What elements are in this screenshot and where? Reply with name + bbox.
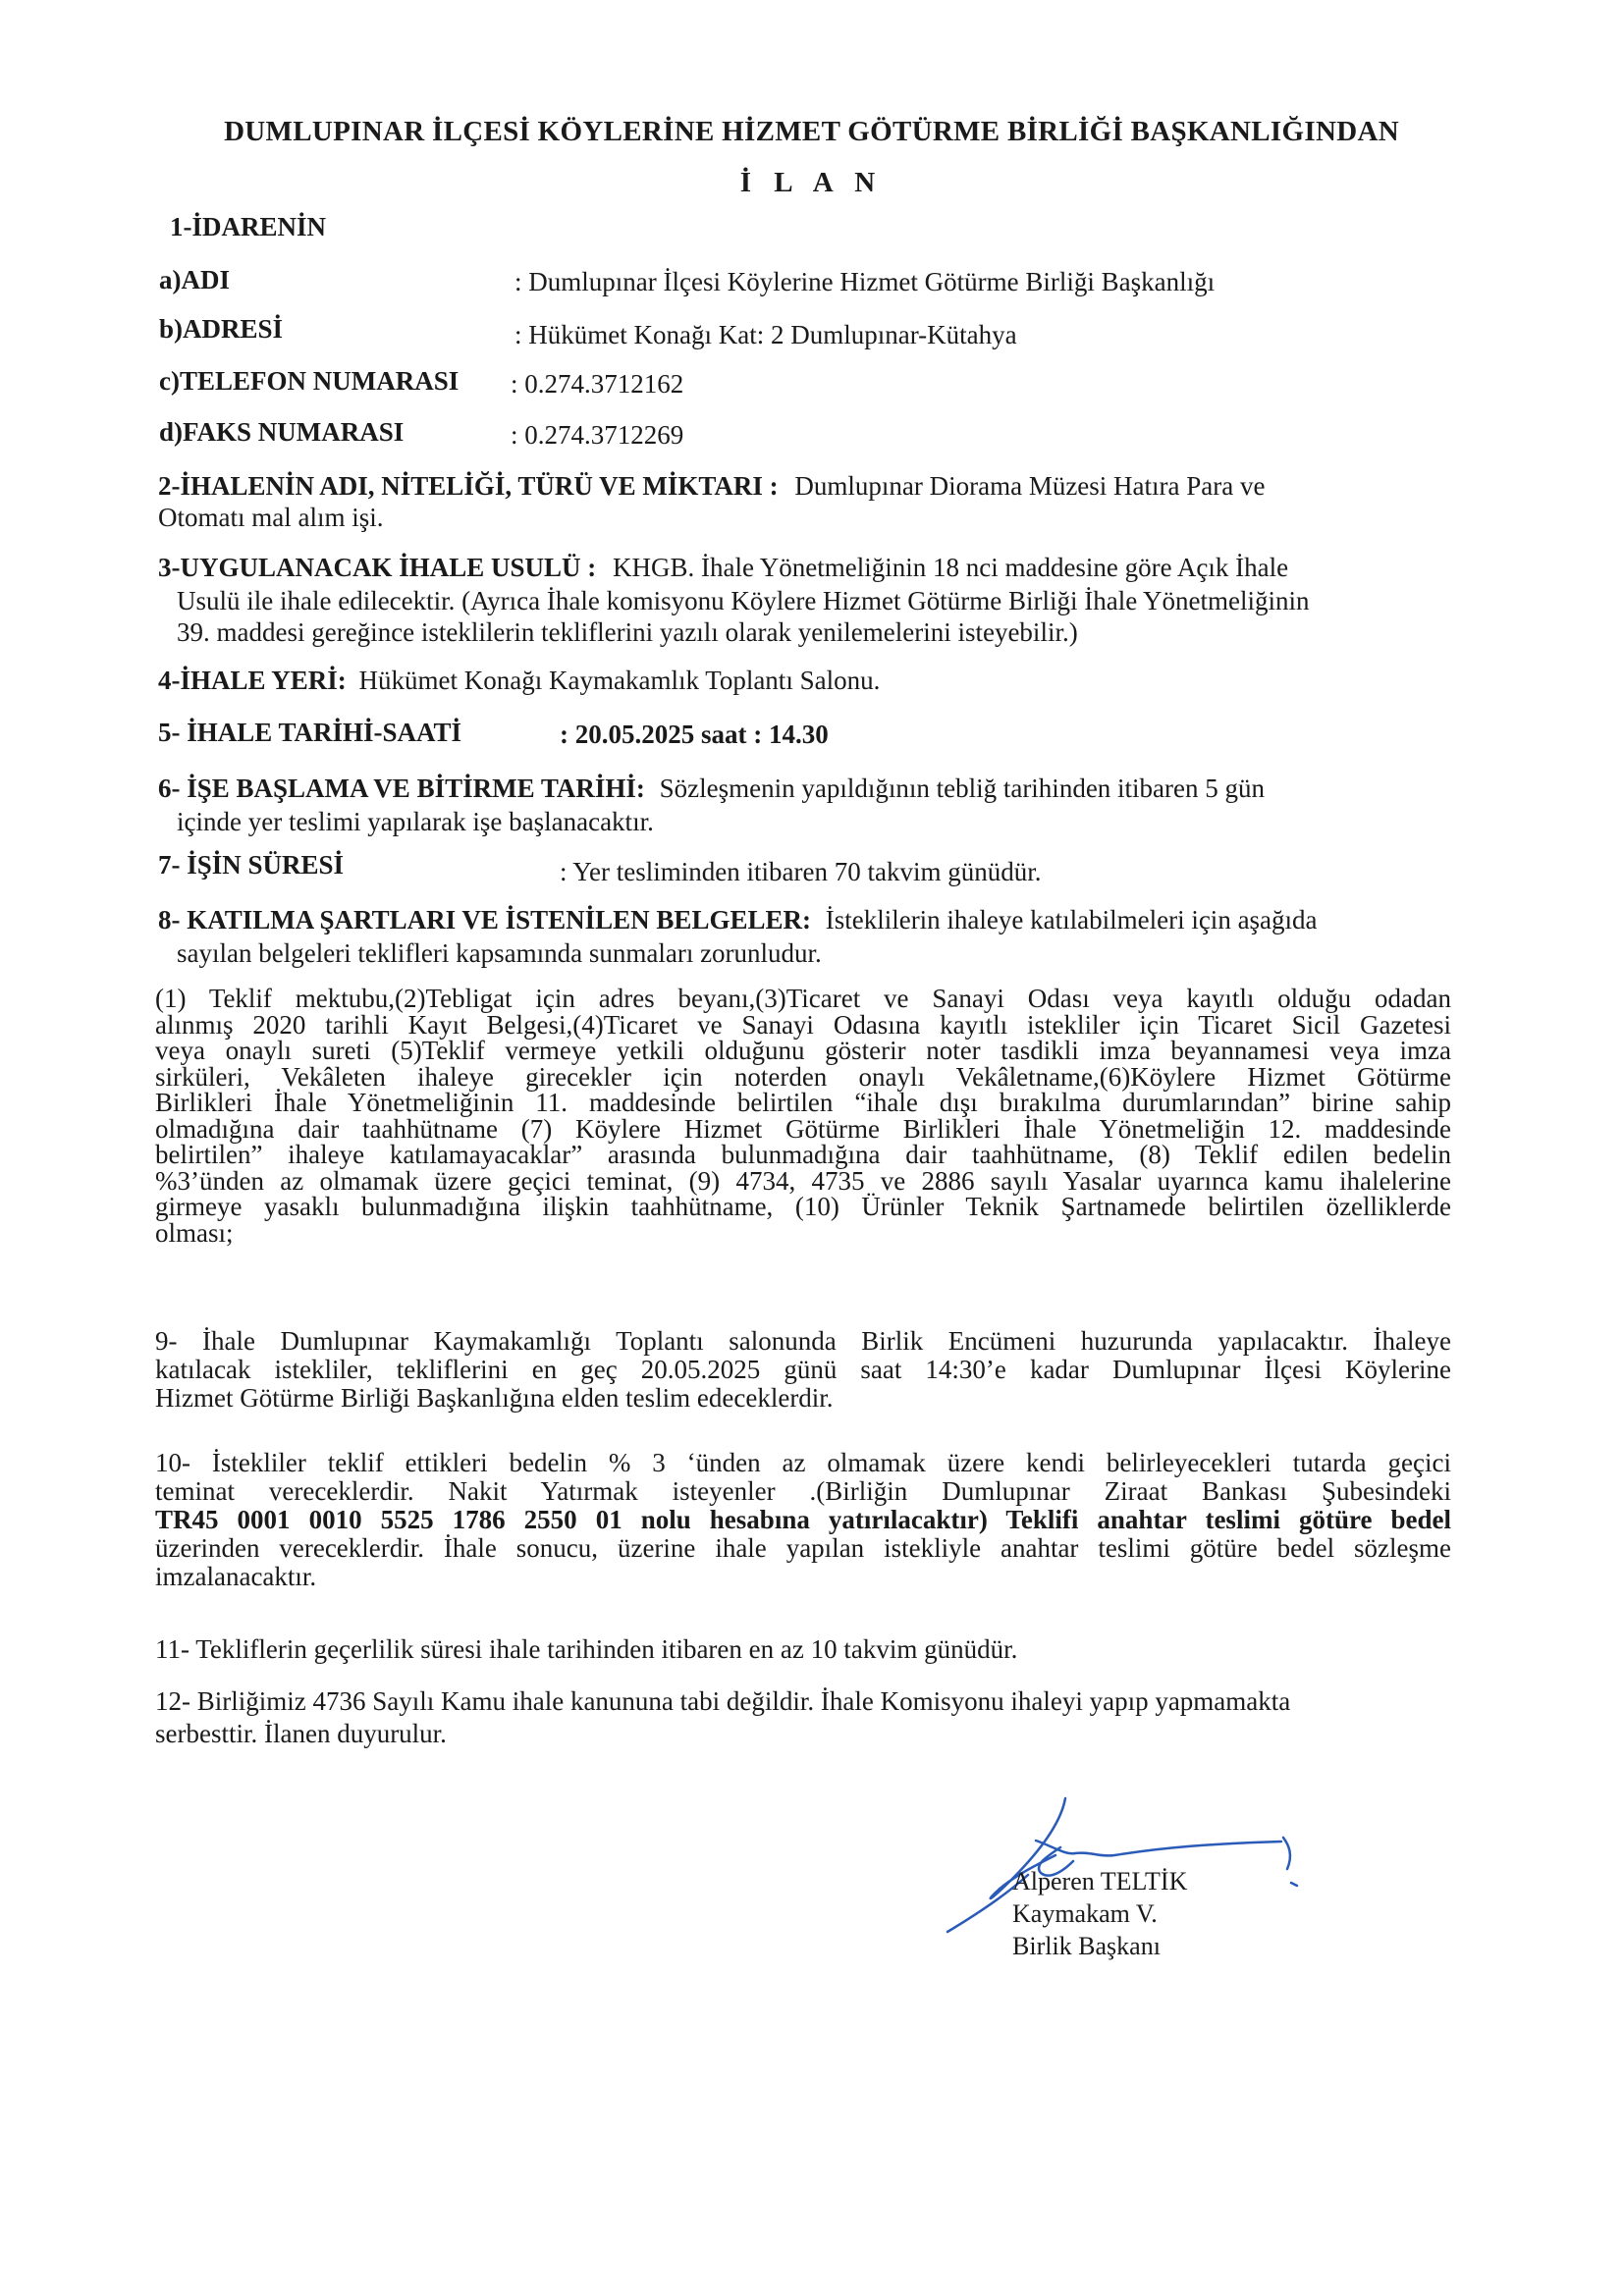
notice-heading: İ L A N <box>739 167 884 198</box>
section5-heading: 5- İHALE TARİHİ-SAATİ <box>158 718 462 747</box>
section2-line2: Otomatı mal alım işi. <box>158 503 384 532</box>
documents-line: %3’ünden az olmamak üzere geçici teminat, (9) 4734, 4735 ve 2886 sayılı Yasalar uyarınca kamu ihalelerine <box>155 1165 1451 1196</box>
section10-line: imzalanacaktır. <box>155 1562 317 1591</box>
page-title: DUMLUPINAR İLÇESİ KÖYLERİNE HİZMET GÖTÜRME BİRLİĞİ BAŞKANLIĞINDAN <box>224 116 1399 147</box>
section9-line: Hizmet Götürme Birliği Başkanlığına elden teslim edeceklerdir. <box>155 1383 834 1413</box>
section4-heading: 4-İHALE YERİ: <box>158 666 347 695</box>
signer-role: Birlik Başkanı <box>1012 1932 1161 1960</box>
section8-line2: sayılan belgeleri teklifleri kapsamında sunmaları zorunludur. <box>177 938 822 968</box>
section9 <box>155 1327 1451 1413</box>
phone-value: : 0.274.3712162 <box>511 369 684 399</box>
address-value: : Hükümet Konağı Kat: 2 Dumlupınar-Kütahya <box>514 320 1017 349</box>
section3-line1: KHGB. İhale Yönetmeliğinin 18 nci maddesine göre Açık İhale <box>613 553 1289 582</box>
section11: 11- Tekliflerin geçerlilik süresi ihale tarihinden itibaren en az 10 takvim günüdür. <box>155 1634 1018 1664</box>
section3-heading: 3-UYGULANACAK İHALE USULÜ : <box>158 553 597 582</box>
documents-line: olması; <box>155 1217 234 1248</box>
section3-line3: 39. maddesi gereğince isteklilerin tekliflerini yazılı olarak yenilemelerini isteyebilir.) <box>177 617 1078 647</box>
section10 <box>155 1449 1451 1591</box>
fax-label: d)FAKS NUMARASI <box>159 417 405 447</box>
section2 <box>158 471 1265 502</box>
documents-line: girmeye yasaklı bulunmadığına ilişkin taahhütname, (10) Ürünler Teknik Şartnamede belirtilen özelliklerde <box>155 1192 1451 1221</box>
signer-title: Kaymakam V. <box>1012 1899 1158 1928</box>
section6-line1: Sözleşmenin yapıldığının tebliğ tarihinden itibaren 5 gün <box>659 774 1266 803</box>
name-label: a)ADI <box>159 265 230 294</box>
section4 <box>158 666 880 696</box>
section2-line1: Dumlupınar Diorama Müzesi Hatıra Para ve <box>794 471 1266 501</box>
address-label: b)ADRESİ <box>159 314 284 344</box>
documents-line: veya onaylı sureti (5)Teklif vermeye yetkili olduğunu gösterir noter tasdikli imza beyannamesi veya imza <box>155 1036 1451 1065</box>
section4-text: Hükümet Konağı Kaymakamlık Toplantı Salonu. <box>358 666 881 695</box>
fax-value: : 0.274.3712269 <box>511 420 684 450</box>
documents-line: alınmış 2020 tarihli Kayıt Belgesi,(4)Ticaret ve Sanayi Odasına kayıtlı istekliler için Ticaret Sicil Gazetesi <box>155 1009 1451 1040</box>
section8-line1: İsteklilerin ihaleye katılabilmeleri için aşağıda <box>825 905 1318 934</box>
documents-line: olmadığına dair taahhütname (7) Köylere Hizmet Götürme Birlikleri İhale Yönetmeliğin 12. maddesinde <box>155 1113 1451 1144</box>
section6 <box>158 774 1265 804</box>
tender-date-value: : 20.05.2025 saat : 14.30 <box>560 720 829 749</box>
section12-line1: 12- Birliğimiz 4736 Sayılı Kamu ihale kanununa tabi değildir. İhale Komisyonu ihaleyi yapıp yapmamakta <box>155 1686 1291 1716</box>
section6-heading: 6- İŞE BAŞLAMA VE BİTİRME TARİHİ: <box>158 774 645 803</box>
section12-line2: serbesttir. İlanen duyurulur. <box>155 1719 447 1748</box>
section6-line2: içinde yer teslimi yapılarak işe başlanacaktır. <box>177 807 654 836</box>
documents-line: Birlikleri İhale Yönetmeliğinin 11. maddesinde belirtilen “ihale dışı bırakılma durumlarından” birine sahip <box>155 1088 1451 1117</box>
section9-line: 9- İhale Dumlupınar Kaymakamlığı Toplantı salonunda Birlik Encümeni huzurunda yapılacaktır. İhaleye <box>155 1326 1451 1356</box>
signature-block <box>1012 1865 1187 1962</box>
documents-line: sirküleri, Vekâleten ihaleye girecekler için noterden onaylı Vekâletname,(6)Köylere Hizmet Götürme <box>155 1061 1451 1092</box>
section3 <box>158 553 1288 583</box>
iban-line: TR45 0001 0010 5525 1786 2550 01 nolu hesabına yatırılacaktır) Teklifi anahtar teslimi götüre bedel <box>155 1505 1451 1534</box>
section7-heading: 7- İŞİN SÜRESİ <box>158 850 345 880</box>
section8 <box>158 905 1318 935</box>
section10-line: üzerinden vereceklerdir. İhale sonucu, üzerine ihale yapılan istekliyle anahtar teslimi götüre bedel sözleşme <box>155 1533 1451 1563</box>
documents-line: (1) Teklif mektubu,(2)Tebligat için adres beyanı,(3)Ticaret ve Sanayi Odası veya kayıtlı olduğu odadan <box>155 984 1451 1013</box>
duration-value: : Yer tesliminden itibaren 70 takvim günüdür. <box>560 857 1042 886</box>
signer-name: Alperen TELTİK <box>1012 1867 1188 1896</box>
section10-line: 10- İstekliler teklif ettikleri bedelin % 3 ‘ünden az olmamak üzere kendi belirleyecekleri tutarda geçici <box>155 1448 1451 1477</box>
phone-label: c)TELEFON NUMARASI <box>159 366 460 396</box>
documents-line: belirtilen” ihaleye katılamayacaklar” arasında bulunmadığına dair taahhütname, (8) Teklif edilen bedelin <box>155 1140 1451 1169</box>
section8-heading: 8- KATILMA ŞARTLARI VE İSTENİLEN BELGELER: <box>158 905 811 934</box>
section3-line2: Usulü ile ihale edilecektir. (Ayrıca İhale komisyonu Köylere Hizmet Götürme Birliği İhale Yönetmeliğinin <box>177 586 1310 615</box>
section1-heading: 1-İDARENİN <box>170 212 327 241</box>
section9-line: katılacak istekliler, tekliflerini en geç 20.05.2025 günü saat 14:30’e kadar Dumlupınar İlçesi Köylerine <box>155 1355 1451 1384</box>
name-value: : Dumlupınar İlçesi Köylerine Hizmet Götürme Birliği Başkanlığı <box>514 267 1216 296</box>
required-documents-list <box>155 986 1451 1246</box>
section10-line: teminat vereceklerdir. Nakit Yatırmak isteyenler .(Birliğin Dumlupınar Ziraat Bankası Şubesindeki <box>155 1476 1451 1506</box>
section2-heading: 2-İHALENİN ADI, NİTELİĞİ, TÜRÜ VE MİKTARI : <box>158 471 779 501</box>
